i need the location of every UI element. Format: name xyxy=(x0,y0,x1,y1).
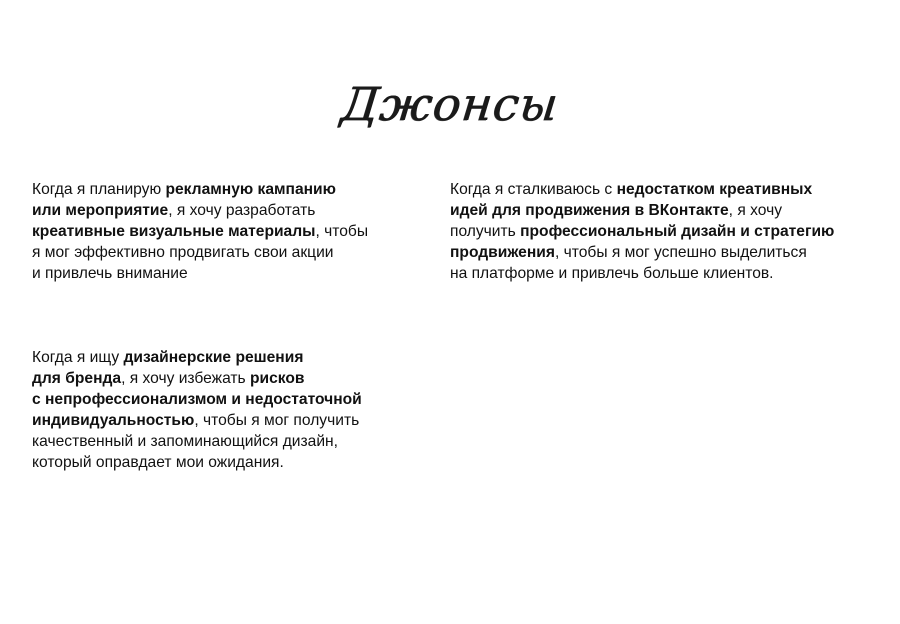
job-story-brand-design xyxy=(32,347,452,473)
text: получить xyxy=(450,223,521,240)
text-line xyxy=(450,221,870,242)
text: который оправдает мои ожидания. xyxy=(32,454,284,471)
page-title: Джонсы xyxy=(338,77,562,131)
bold-text: креативные визуальные материалы xyxy=(32,223,316,240)
text-line xyxy=(32,431,452,452)
text: на платформе и привлечь больше клиентов. xyxy=(450,265,774,282)
text: качественный и запоминающийся дизайн, xyxy=(32,433,338,450)
text-line xyxy=(32,221,452,242)
text: Когда я планирую xyxy=(32,181,166,198)
text: и привлечь внимание xyxy=(32,265,188,282)
bold-text: идей для продвижения в ВКонтакте xyxy=(450,202,729,219)
text-line xyxy=(450,242,870,263)
text: , я хочу избежать xyxy=(121,370,251,387)
text: , я хочу разработать xyxy=(168,202,316,219)
text-line xyxy=(450,200,870,221)
text: , чтобы я мог успешно выделиться xyxy=(554,244,807,261)
bold-text: рекламную кампанию xyxy=(165,181,336,198)
text-line xyxy=(32,242,452,263)
text-line xyxy=(32,452,452,473)
bold-text: с непрофессионализмом и недостаточной xyxy=(32,391,362,408)
text: Когда я ищу xyxy=(32,349,124,366)
text-line xyxy=(32,263,452,284)
job-story-campaign xyxy=(32,179,452,284)
text-line xyxy=(32,410,452,431)
bold-text: продвижения xyxy=(450,244,555,261)
text: Когда я сталкиваюсь с xyxy=(450,181,617,198)
text-line xyxy=(32,179,452,200)
text-line xyxy=(32,347,452,368)
bold-text: для бренда xyxy=(32,370,122,387)
job-story-vk-promotion xyxy=(450,179,870,284)
text-line xyxy=(32,368,452,389)
text-line xyxy=(450,179,870,200)
bold-text: профессиональный дизайн и стратегию xyxy=(520,223,835,240)
text: , чтобы я мог получить xyxy=(194,412,360,429)
bold-text: дизайнерские решения xyxy=(123,349,304,366)
text-line xyxy=(32,200,452,221)
text: я мог эффективно продвигать свои акции xyxy=(32,244,334,261)
bold-text: или мероприятие xyxy=(32,202,169,219)
bold-text: рисков xyxy=(250,370,305,387)
text: , чтобы xyxy=(315,223,369,240)
text-line xyxy=(450,263,870,284)
text: , я хочу xyxy=(728,202,782,219)
bold-text: индивидуальностью xyxy=(32,412,195,429)
text-line xyxy=(32,389,452,410)
bold-text: недостатком креативных xyxy=(616,181,813,198)
